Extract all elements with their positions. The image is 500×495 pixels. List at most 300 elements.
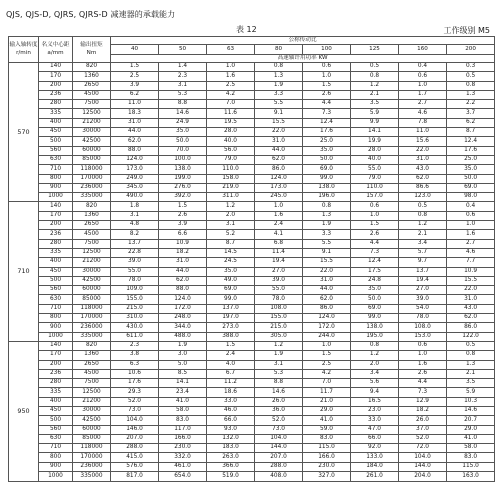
power-cell: 4.2: [303, 369, 351, 378]
torque-cell: 820: [73, 341, 111, 350]
power-cell: 1.2: [207, 202, 255, 211]
power-cell: 41.0: [159, 397, 207, 406]
power-cell: 1.9: [159, 341, 207, 350]
center-distance-cell: 140: [39, 202, 73, 211]
power-cell: 62.0: [255, 155, 303, 164]
power-cell: 50.0: [351, 295, 399, 304]
torque-cell: 60000: [73, 425, 111, 434]
power-cell: 21.0: [303, 397, 351, 406]
power-cell: 12.4: [303, 118, 351, 127]
power-cell: 2.6: [399, 369, 447, 378]
power-cell: 19.5: [207, 118, 255, 127]
power-cell: 24.5: [207, 258, 255, 267]
power-cell: 31.0: [303, 276, 351, 285]
header-ratio: 200: [447, 45, 495, 55]
power-cell: 4.4: [399, 379, 447, 388]
power-cell: 137.0: [207, 304, 255, 313]
power-cell: 15.6: [399, 137, 447, 146]
power-cell: 6.6: [159, 230, 207, 239]
center-distance-cell: 900: [39, 323, 73, 332]
power-cell: 124.0: [303, 314, 351, 323]
power-cell: 66.0: [207, 416, 255, 425]
power-cell: 1.6: [207, 72, 255, 81]
power-cell: 1.6: [255, 211, 303, 220]
torque-cell: 42500: [73, 416, 111, 425]
torque-cell: 12500: [73, 388, 111, 397]
power-cell: 488.0: [159, 332, 207, 341]
power-cell: 29.3: [111, 388, 159, 397]
table-row: [9, 434, 495, 443]
power-cell: 7.0: [207, 100, 255, 109]
power-cell: 124.0: [159, 295, 207, 304]
power-cell: 1.2: [399, 221, 447, 230]
power-cell: 173.0: [255, 183, 303, 192]
table-row: [9, 332, 495, 341]
power-cell: 3.1: [159, 81, 207, 90]
power-cell: 4.6: [399, 109, 447, 118]
power-cell: 8.7: [447, 128, 495, 137]
power-cell: 3.1: [207, 221, 255, 230]
power-cell: 1.2: [351, 351, 399, 360]
power-cell: 1.0: [255, 202, 303, 211]
torque-cell: 7500: [73, 100, 111, 109]
center-distance-cell: 335: [39, 109, 73, 118]
power-cell: 0.4: [447, 202, 495, 211]
power-cell: 2.1: [447, 369, 495, 378]
power-cell: 59.0: [303, 425, 351, 434]
power-cell: 0.8: [351, 72, 399, 81]
power-cell: 22.8: [111, 248, 159, 257]
power-cell: 43.0: [447, 304, 495, 313]
power-cell: 3.3: [303, 230, 351, 239]
power-cell: 44.0: [255, 146, 303, 155]
header-ratio: 63: [207, 45, 255, 55]
power-cell: 41.0: [447, 434, 495, 443]
power-cell: 1.0: [207, 63, 255, 72]
power-cell: 69.0: [447, 183, 495, 192]
power-cell: 3.0: [159, 351, 207, 360]
power-cell: 23.4: [159, 388, 207, 397]
power-cell: 22.0: [303, 267, 351, 276]
header-ratio: 125: [351, 45, 399, 55]
power-cell: 25.0: [447, 155, 495, 164]
center-distance-cell: 560: [39, 286, 73, 295]
power-cell: 7.7: [447, 258, 495, 267]
power-cell: 58.0: [159, 406, 207, 415]
power-cell: 172.0: [303, 323, 351, 332]
power-cell: 11.0: [399, 128, 447, 137]
table-row: [9, 193, 495, 202]
table-row: [9, 341, 495, 350]
power-cell: 3.7: [447, 109, 495, 118]
power-cell: 11.6: [207, 109, 255, 118]
power-cell: 19.4: [255, 258, 303, 267]
power-cell: 1.0: [399, 351, 447, 360]
power-cell: 10.3: [447, 397, 495, 406]
power-cell: 1.2: [255, 341, 303, 350]
power-cell: 2.6: [159, 211, 207, 220]
table-row: [9, 211, 495, 220]
power-cell: 18.6: [207, 388, 255, 397]
power-cell: 79.0: [351, 174, 399, 183]
power-cell: 10.6: [111, 369, 159, 378]
torque-cell: 30000: [73, 267, 111, 276]
power-cell: 54.0: [399, 304, 447, 313]
table-row: [9, 248, 495, 257]
torque-cell: 60000: [73, 146, 111, 155]
power-cell: 22.0: [255, 128, 303, 137]
table-row: [9, 202, 495, 211]
power-cell: 13.7: [399, 267, 447, 276]
header-ratio: 50: [159, 45, 207, 55]
power-cell: 327.0: [303, 472, 351, 482]
power-cell: 366.0: [207, 462, 255, 471]
header-center-distance: 名义中心距 a/mm: [39, 37, 73, 63]
power-cell: 41.0: [303, 416, 351, 425]
power-cell: 29.0: [447, 425, 495, 434]
power-cell: 155.0: [111, 295, 159, 304]
power-cell: 62.0: [447, 314, 495, 323]
power-cell: 1.0: [399, 81, 447, 90]
power-cell: 37.0: [399, 425, 447, 434]
power-cell: 72.0: [399, 444, 447, 453]
power-cell: 8.8: [159, 100, 207, 109]
table-row: [9, 369, 495, 378]
power-cell: 104.0: [111, 416, 159, 425]
table-row: [9, 183, 495, 192]
power-cell: 817.0: [111, 472, 159, 482]
power-cell: 196.0: [303, 193, 351, 202]
power-cell: 3.8: [111, 351, 159, 360]
power-cell: 230.0: [159, 444, 207, 453]
power-cell: 1.5: [303, 351, 351, 360]
power-cell: 83.0: [159, 416, 207, 425]
center-distance-cell: 800: [39, 174, 73, 183]
center-distance-cell: 450: [39, 406, 73, 415]
torque-cell: 820: [73, 63, 111, 72]
power-cell: 14.6: [447, 406, 495, 415]
power-cell: 86.0: [255, 165, 303, 174]
power-cell: 5.5: [303, 239, 351, 248]
table-row: [9, 323, 495, 332]
center-distance-cell: 1000: [39, 193, 73, 202]
power-cell: 108.0: [399, 323, 447, 332]
power-cell: 15.5: [447, 276, 495, 285]
power-cell: 66.0: [351, 434, 399, 443]
power-cell: 104.0: [399, 453, 447, 462]
table-row: [9, 221, 495, 230]
power-cell: 288.0: [111, 444, 159, 453]
power-cell: 20.7: [447, 416, 495, 425]
center-distance-cell: 200: [39, 81, 73, 90]
power-cell: 12.4: [447, 137, 495, 146]
table-row: [9, 388, 495, 397]
power-cell: 92.0: [351, 444, 399, 453]
power-cell: 195.0: [351, 332, 399, 341]
power-cell: 4.1: [255, 230, 303, 239]
table-row: [9, 267, 495, 276]
power-cell: 0.5: [351, 63, 399, 72]
power-cell: 14.6: [255, 388, 303, 397]
power-cell: 17.6: [303, 128, 351, 137]
power-cell: 55.0: [351, 165, 399, 174]
power-cell: 33.0: [351, 416, 399, 425]
power-cell: 144.0: [255, 444, 303, 453]
power-cell: 78.0: [255, 295, 303, 304]
power-cell: 311.0: [207, 193, 255, 202]
center-distance-cell: 400: [39, 397, 73, 406]
power-cell: 3.1: [255, 360, 303, 369]
power-cell: 69.0: [351, 304, 399, 313]
power-cell: 43.0: [399, 165, 447, 174]
power-cell: 5.2: [207, 230, 255, 239]
power-cell: 0.8: [447, 351, 495, 360]
power-cell: 5.0: [159, 360, 207, 369]
torque-cell: 4500: [73, 230, 111, 239]
power-cell: 0.5: [447, 72, 495, 81]
power-cell: 39.0: [111, 258, 159, 267]
power-cell: 1.6: [447, 230, 495, 239]
center-distance-cell: 1000: [39, 472, 73, 482]
power-cell: 430.0: [111, 323, 159, 332]
power-cell: 93.0: [207, 425, 255, 434]
power-cell: 155.0: [255, 314, 303, 323]
power-cell: 6.7: [207, 369, 255, 378]
torque-cell: 85000: [73, 295, 111, 304]
power-cell: 86.6: [399, 183, 447, 192]
table-row: [9, 276, 495, 285]
power-cell: 1.8: [111, 202, 159, 211]
power-cell: 2.4: [255, 221, 303, 230]
power-cell: 3.3: [255, 90, 303, 99]
power-cell: 18.3: [111, 109, 159, 118]
power-cell: 124.0: [255, 174, 303, 183]
center-distance-cell: 170: [39, 72, 73, 81]
power-cell: 12.9: [399, 397, 447, 406]
power-cell: 2.4: [207, 351, 255, 360]
power-cell: 18.2: [159, 248, 207, 257]
power-cell: 1.0: [303, 72, 351, 81]
center-distance-cell: 900: [39, 183, 73, 192]
header-ratio: 40: [111, 45, 159, 55]
power-cell: 86.0: [303, 304, 351, 313]
power-cell: 5.7: [399, 248, 447, 257]
power-cell: 44.0: [303, 286, 351, 295]
power-cell: 31.0: [159, 258, 207, 267]
power-cell: 9.4: [351, 388, 399, 397]
power-cell: 15.5: [255, 118, 303, 127]
power-cell: 2.5: [207, 81, 255, 90]
torque-cell: 236000: [73, 462, 111, 471]
power-cell: 5.9: [351, 109, 399, 118]
power-cell: 215.0: [255, 323, 303, 332]
power-cell: 24.9: [159, 118, 207, 127]
power-cell: 1.3: [447, 360, 495, 369]
work-level-label: 工作级别 M5: [443, 26, 490, 35]
power-cell: 2.5: [303, 360, 351, 369]
power-cell: 7.3: [303, 109, 351, 118]
power-cell: 55.0: [255, 286, 303, 295]
center-distance-cell: 200: [39, 221, 73, 230]
table-row: [9, 137, 495, 146]
power-cell: 13.7: [111, 239, 159, 248]
power-cell: 1.5: [303, 81, 351, 90]
power-cell: 22.0: [399, 146, 447, 155]
torque-cell: 12500: [73, 109, 111, 118]
table-row: [9, 453, 495, 462]
power-cell: 26.0: [399, 416, 447, 425]
power-cell: 9.7: [399, 258, 447, 267]
input-speed-cell: 950: [9, 341, 39, 481]
power-cell: 344.0: [159, 323, 207, 332]
center-distance-cell: 800: [39, 314, 73, 323]
power-cell: 24.8: [351, 276, 399, 285]
power-cell: 576.0: [111, 462, 159, 471]
power-cell: 16.5: [351, 397, 399, 406]
power-cell: 10.9: [447, 267, 495, 276]
torque-cell: 7500: [73, 239, 111, 248]
power-cell: 5.5: [255, 100, 303, 109]
power-cell: 654.0: [159, 472, 207, 482]
power-cell: 44.0: [159, 267, 207, 276]
center-distance-cell: 400: [39, 258, 73, 267]
power-cell: 39.0: [399, 295, 447, 304]
power-cell: 7.8: [399, 118, 447, 127]
table-row: [9, 155, 495, 164]
power-cell: 1.4: [159, 63, 207, 72]
power-cell: 3.9: [111, 81, 159, 90]
torque-cell: 30000: [73, 406, 111, 415]
power-cell: 40.0: [351, 155, 399, 164]
power-cell: 14.6: [159, 109, 207, 118]
power-cell: 1.5: [351, 221, 399, 230]
table-row: [9, 379, 495, 388]
power-cell: 31.0: [399, 155, 447, 164]
power-cell: 6.2: [447, 118, 495, 127]
power-cell: 2.5: [111, 72, 159, 81]
power-cell: 9.1: [255, 109, 303, 118]
header-power-group: 高速轴许用功率 KW: [111, 55, 495, 63]
power-cell: 50.0: [447, 174, 495, 183]
power-cell: 99.0: [303, 174, 351, 183]
power-cell: 99.0: [207, 295, 255, 304]
header-output-torque: 输出扭矩 Nm: [73, 37, 111, 63]
center-distance-cell: 500: [39, 276, 73, 285]
power-cell: 345.0: [111, 183, 159, 192]
center-distance-cell: 560: [39, 146, 73, 155]
power-cell: 207.0: [255, 453, 303, 462]
center-distance-cell: 335: [39, 248, 73, 257]
torque-cell: 1360: [73, 351, 111, 360]
power-cell: 158.0: [207, 174, 255, 183]
power-cell: 157.0: [351, 193, 399, 202]
power-cell: 1.5: [159, 202, 207, 211]
power-cell: 2.3: [159, 72, 207, 81]
table-row: [9, 462, 495, 471]
power-cell: 115.0: [447, 462, 495, 471]
power-cell: 31.0: [111, 118, 159, 127]
power-cell: 4.4: [303, 100, 351, 109]
table-row: [9, 304, 495, 313]
power-cell: 8.7: [207, 239, 255, 248]
torque-cell: 2650: [73, 221, 111, 230]
power-cell: 288.0: [255, 462, 303, 471]
center-distance-cell: 710: [39, 165, 73, 174]
torque-cell: 30000: [73, 128, 111, 137]
torque-cell: 820: [73, 202, 111, 211]
power-cell: 31.0: [255, 137, 303, 146]
power-cell: 62.0: [159, 276, 207, 285]
table-row: [9, 81, 495, 90]
center-distance-cell: 450: [39, 267, 73, 276]
torque-cell: 42500: [73, 276, 111, 285]
power-cell: 50.0: [159, 137, 207, 146]
power-cell: 5.6: [351, 379, 399, 388]
torque-cell: 335000: [73, 332, 111, 341]
power-cell: 332.0: [159, 453, 207, 462]
power-cell: 78.0: [111, 276, 159, 285]
torque-cell: 21200: [73, 397, 111, 406]
power-cell: 1.3: [303, 211, 351, 220]
center-distance-cell: 500: [39, 137, 73, 146]
center-distance-cell: 236: [39, 230, 73, 239]
power-cell: 163.0: [447, 472, 495, 482]
power-cell: 35.0: [447, 165, 495, 174]
power-cell: 3.9: [159, 221, 207, 230]
power-cell: 78.0: [399, 314, 447, 323]
power-cell: 115.0: [303, 444, 351, 453]
power-cell: 415.0: [111, 453, 159, 462]
power-cell: 7.3: [399, 388, 447, 397]
power-cell: 27.0: [255, 267, 303, 276]
power-cell: 2.0: [351, 360, 399, 369]
document-title: QJS, QJS-D, QJRS, QJRS-D 减速器的承载能力: [6, 10, 176, 19]
power-cell: 132.0: [207, 434, 255, 443]
power-cell: 408.0: [255, 472, 303, 482]
power-cell: 73.0: [255, 425, 303, 434]
center-distance-cell: 335: [39, 388, 73, 397]
table-row: [9, 314, 495, 323]
power-cell: 99.0: [351, 314, 399, 323]
power-cell: 52.0: [399, 434, 447, 443]
power-cell: 49.0: [207, 276, 255, 285]
power-cell: 10.9: [159, 239, 207, 248]
power-cell: 122.0: [447, 332, 495, 341]
center-distance-cell: 236: [39, 369, 73, 378]
torque-cell: 4500: [73, 369, 111, 378]
power-cell: 8.8: [255, 379, 303, 388]
power-cell: 69.0: [207, 286, 255, 295]
center-distance-cell: 710: [39, 304, 73, 313]
table-row: [9, 90, 495, 99]
power-cell: 184.0: [351, 462, 399, 471]
power-cell: 11.7: [303, 388, 351, 397]
power-cell: 17.6: [447, 146, 495, 155]
power-cell: 104.0: [255, 434, 303, 443]
table-row: [9, 100, 495, 109]
power-cell: 0.6: [399, 72, 447, 81]
torque-cell: 85000: [73, 155, 111, 164]
center-distance-cell: 1000: [39, 332, 73, 341]
torque-cell: 170000: [73, 453, 111, 462]
torque-cell: 2650: [73, 81, 111, 90]
power-cell: 27.0: [399, 286, 447, 295]
torque-cell: 60000: [73, 286, 111, 295]
power-cell: 110.0: [351, 183, 399, 192]
power-cell: 8.5: [159, 369, 207, 378]
power-cell: 17.5: [351, 267, 399, 276]
power-cell: 138.0: [351, 323, 399, 332]
